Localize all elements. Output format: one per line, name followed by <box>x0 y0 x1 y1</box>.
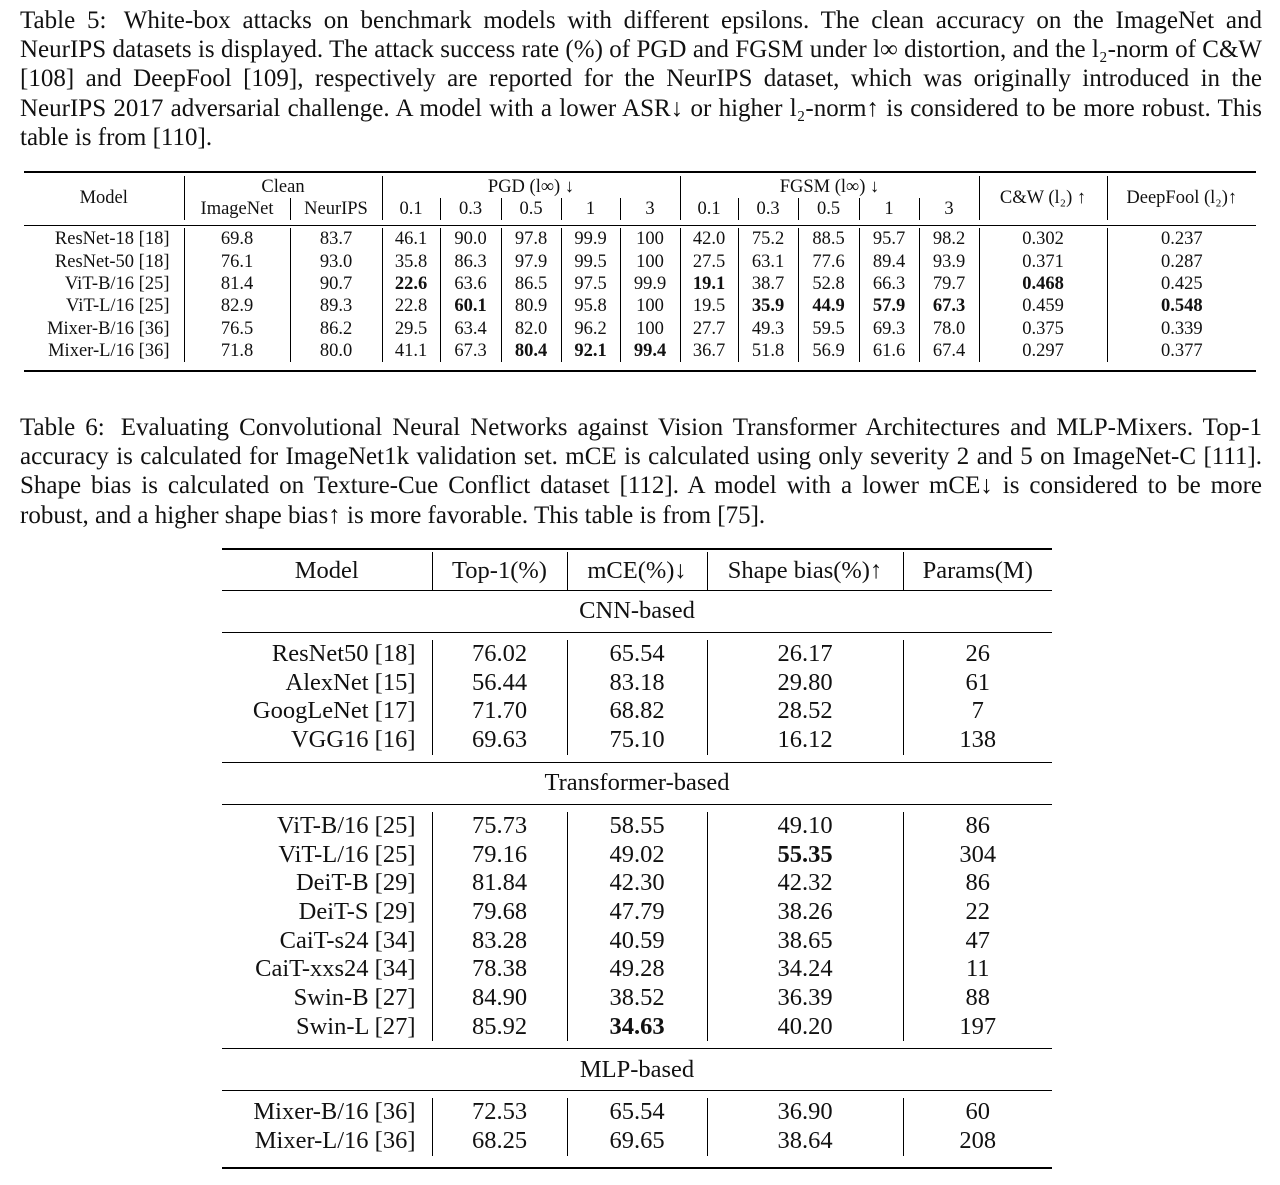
table5-cell-fgsm: 19.1 <box>680 273 738 295</box>
table5-cell-fgsm: 98.2 <box>919 228 979 250</box>
table5-cell-fgsm: 95.7 <box>859 228 919 250</box>
table5-cell-pgd: 80.4 <box>501 340 561 362</box>
table5-cell-cw: 0.459 <box>979 295 1107 317</box>
table6-group-row <box>222 591 1052 633</box>
table5-row <box>24 250 1256 272</box>
table5-cell-imagenet: 81.4 <box>184 273 290 295</box>
table5-header-pgd-eps: 1 <box>561 198 620 220</box>
table5-header-fgsm-eps: 0.3 <box>738 198 798 220</box>
table6-cell-shape: 42.32 <box>707 869 903 898</box>
table6-cell-model: Mixer-B/16 [36] <box>253 1098 416 1126</box>
table5-cell-fgsm: 36.7 <box>680 340 738 362</box>
table6-cell-mce: 47.79 <box>567 898 707 927</box>
table6-cell-mce: 40.59 <box>567 927 707 956</box>
table5-cell-pgd: 100 <box>620 250 680 272</box>
table5-cell-pgd: 63.4 <box>440 318 501 340</box>
table5-cell-fgsm: 75.2 <box>738 228 798 250</box>
table6-row <box>222 984 1052 1013</box>
table6-cell-shape: 36.39 <box>707 984 903 1013</box>
table5-cell-fgsm: 27.5 <box>680 250 738 272</box>
table6 <box>222 552 1052 1163</box>
table6-cell-shape: 55.35 <box>707 841 903 870</box>
table6-cell-shape: 26.17 <box>707 640 903 669</box>
table6-cell-mce: 65.54 <box>567 1098 707 1127</box>
table6-row <box>222 1127 1052 1156</box>
table5-cell-fgsm: 56.9 <box>798 340 859 362</box>
table5-header-pgd-eps: 0.5 <box>501 198 561 220</box>
table6-cell-shape: 38.26 <box>707 898 903 927</box>
table5-row <box>24 318 1256 340</box>
table5-cell-cw: 0.468 <box>979 273 1107 295</box>
table5-cell-model: Mixer-B/16 [36] <box>47 318 170 339</box>
table6-cell-model: CaiT-xxs24 [34] <box>255 955 416 983</box>
table5-cell-pgd: 60.1 <box>440 295 501 317</box>
table6-caption <box>20 413 1262 530</box>
table5-cell-deepfool: 0.237 <box>1107 228 1256 250</box>
table6-cell-top1: 72.53 <box>432 1098 567 1127</box>
table5-cell-fgsm: 57.9 <box>859 295 919 317</box>
table6-cell-shape: 34.24 <box>707 955 903 984</box>
table6-cell-model: ResNet50 [18] <box>271 640 416 667</box>
table5-cell-pgd: 80.9 <box>501 295 561 317</box>
table5-header-fgsm: FGSM (l∞) ↓ <box>680 176 979 198</box>
table6-cell-mce: 65.54 <box>567 640 707 669</box>
table5-cell-fgsm: 51.8 <box>738 340 798 362</box>
table6-cell-shape: 16.12 <box>707 726 903 755</box>
table5-row <box>24 295 1256 317</box>
table5-cell-fgsm: 35.9 <box>738 295 798 317</box>
table5-cell-pgd: 97.5 <box>561 273 620 295</box>
table6-cell-top1: 81.84 <box>432 869 567 898</box>
table6-cell-top1: 79.68 <box>432 898 567 927</box>
table5-cell-fgsm: 49.3 <box>738 318 798 340</box>
table6-caption-text: Evaluating Convolutional Neural Networks against Vision Transformer Architectures and MLP-Mixers. Top-1 accuracy is calculated for ImageNet1k validation set. mCE is calculated using only severity 2 and 5 on ImageNet-C [111]. Shape bias is calculated on Texture-Cue Conflict dataset [112]. A model with a lower mCE↓ is considered to be more robust, and a higher shape bias↑ is more favorable. This table is from [75]. <box>20 414 1263 529</box>
table5-cell-model: Mixer-L/16 [36] <box>48 341 170 362</box>
table6-top-rule <box>222 548 1052 550</box>
table5-cell-fgsm: 67.3 <box>919 295 979 317</box>
table5-caption-text: White-box attacks on benchmark models with different epsilons. The clean accuracy on the ImageNet and NeurIPS datasets is displayed. The attack success rate (%) of PGD and FGSM under l∞ distortion, and the l₂-norm of C&W [108] and DeepFool [109], respectively are reported for the NeurIPS dataset, which was originally introduced in the NeurIPS 2017 adversarial challenge. A model with a lower ASR↓ or higher l₂-norm↑ is considered to be more robust. This table is from [110]. <box>20 7 1263 151</box>
table6-cell-model: ViT-B/16 [25] <box>277 811 416 839</box>
table6-group-label: Transformer-based <box>222 762 1052 804</box>
table6-cell-top1: 85.92 <box>432 1013 567 1042</box>
table6-cell-model: VGG16 [16] <box>290 726 416 754</box>
table5-header-fgsm-eps: 0.5 <box>798 198 859 220</box>
table6-cell-params: 304 <box>903 841 1052 870</box>
table6-row <box>222 697 1052 726</box>
table6-cell-model: GoogLeNet [17] <box>252 697 416 725</box>
table5-cell-fgsm: 19.5 <box>680 295 738 317</box>
table6-cell-top1: 83.28 <box>432 927 567 956</box>
table6-cell-mce: 75.10 <box>567 726 707 755</box>
table5-cell-fgsm: 77.6 <box>798 250 859 272</box>
table5-cell-pgd: 97.9 <box>501 250 561 272</box>
table6-cell-params: 26 <box>903 640 1052 669</box>
table5-header-model: Model <box>79 188 128 208</box>
table5-cell-pgd: 96.2 <box>561 318 620 340</box>
table6-group-label: CNN-based <box>222 591 1052 633</box>
table5-cell-cw: 0.302 <box>979 228 1107 250</box>
table6-row <box>222 898 1052 927</box>
table5-cell-cw: 0.371 <box>979 250 1107 272</box>
table6-header-params: Params(M) <box>903 552 1052 591</box>
table5-cell-fgsm: 52.8 <box>798 273 859 295</box>
table5-cell-imagenet: 76.5 <box>184 318 290 340</box>
table6-cell-model: DeiT-S [29] <box>298 897 416 925</box>
table6-header-mce: mCE(%)↓ <box>567 552 707 591</box>
table6-cell-shape: 38.64 <box>707 1127 903 1156</box>
table5-header-fgsm-eps: 0.1 <box>680 198 738 220</box>
table6-cell-top1: 69.63 <box>432 726 567 755</box>
table6-cell-top1: 79.16 <box>432 841 567 870</box>
table5-cell-deepfool: 0.339 <box>1107 318 1256 340</box>
table6-cell-top1: 84.90 <box>432 984 567 1013</box>
table6-cell-model: Swin-L [27] <box>295 1012 416 1040</box>
table6-cell-mce: 49.28 <box>567 955 707 984</box>
table6-cell-top1: 68.25 <box>432 1127 567 1156</box>
table6-cell-params: 61 <box>903 669 1052 698</box>
table5-header-neurips: NeurIPS <box>290 198 382 220</box>
table6-header-model: Model <box>294 556 359 584</box>
table5-cell-cw: 0.375 <box>979 318 1107 340</box>
table6-cell-mce: 58.55 <box>567 812 707 841</box>
table6-row <box>222 669 1052 698</box>
table6-group-row <box>222 1049 1052 1091</box>
table5-cell-fgsm: 69.3 <box>859 318 919 340</box>
table6-cell-params: 88 <box>903 984 1052 1013</box>
table5-cell-fgsm: 59.5 <box>798 318 859 340</box>
table5-cell-deepfool: 0.287 <box>1107 250 1256 272</box>
table6-cell-model: AlexNet [15] <box>285 668 416 696</box>
table5-row <box>24 273 1256 295</box>
table5-caption-label: Table 5: <box>20 7 107 34</box>
table5-cell-pgd: 90.0 <box>440 228 501 250</box>
table6-cell-shape: 28.52 <box>707 697 903 726</box>
table5-cell-pgd: 22.6 <box>382 273 440 295</box>
table5-cell-fgsm: 67.4 <box>919 340 979 362</box>
table5-cell-model: ResNet-18 [18] <box>54 229 170 250</box>
table6-cell-mce: 69.65 <box>567 1127 707 1156</box>
table6-caption-label: Table 6: <box>20 414 105 441</box>
table6-group-label: MLP-based <box>222 1049 1052 1091</box>
table6-row <box>222 841 1052 870</box>
table5-cell-pgd: 46.1 <box>382 228 440 250</box>
table5-cell-pgd: 95.8 <box>561 295 620 317</box>
table6-cell-mce: 42.30 <box>567 869 707 898</box>
table5-cell-imagenet: 69.8 <box>184 228 290 250</box>
table5-header-pgd: PGD (l∞) ↓ <box>382 176 680 198</box>
table5-cell-deepfool: 0.425 <box>1107 273 1256 295</box>
table6-row <box>222 955 1052 984</box>
table5-cell-cw: 0.297 <box>979 340 1107 362</box>
table6-cell-params: 47 <box>903 927 1052 956</box>
table6-row <box>222 1013 1052 1042</box>
table6-cell-shape: 40.20 <box>707 1013 903 1042</box>
table5-cell-fgsm: 44.9 <box>798 295 859 317</box>
table5-cell-pgd: 99.5 <box>561 250 620 272</box>
table5 <box>24 176 1256 362</box>
table6-cell-params: 22 <box>903 898 1052 927</box>
table5-cell-fgsm: 42.0 <box>680 228 738 250</box>
table6-cell-params: 86 <box>903 869 1052 898</box>
table5-cell-pgd: 99.9 <box>620 273 680 295</box>
table5-header-pgd-eps: 3 <box>620 198 680 220</box>
table5-cell-model: ViT-B/16 [25] <box>64 273 170 294</box>
table5-cell-imagenet: 71.8 <box>184 340 290 362</box>
table5-cell-pgd: 35.8 <box>382 250 440 272</box>
table5-cell-pgd: 97.8 <box>501 228 561 250</box>
table5-cell-neurips: 93.0 <box>290 250 382 272</box>
table5-cell-pgd: 99.4 <box>620 340 680 362</box>
table5-header-fgsm-eps: 1 <box>859 198 919 220</box>
table6-cell-mce: 83.18 <box>567 669 707 698</box>
table5-cell-pgd: 100 <box>620 228 680 250</box>
table5-cell-pgd: 22.8 <box>382 295 440 317</box>
table5-header-pgd-eps: 0.1 <box>382 198 440 220</box>
table6-cell-shape: 38.65 <box>707 927 903 956</box>
table5-cell-neurips: 80.0 <box>290 340 382 362</box>
table5-header-cw: C&W (l₂) ↑ <box>979 176 1107 220</box>
table6-cell-params: 208 <box>903 1127 1052 1156</box>
table6-cell-mce: 34.63 <box>567 1013 707 1042</box>
table5-cell-pgd: 82.0 <box>501 318 561 340</box>
table6-cell-shape: 36.90 <box>707 1098 903 1127</box>
table5-cell-pgd: 99.9 <box>561 228 620 250</box>
table5-header-clean: Clean <box>184 176 382 198</box>
table5-top-rule <box>24 171 1256 173</box>
table5-cell-fgsm: 27.7 <box>680 318 738 340</box>
table5-cell-neurips: 89.3 <box>290 295 382 317</box>
table6-row <box>222 812 1052 841</box>
table6-cell-model: ViT-L/16 [25] <box>278 840 416 868</box>
table6-group-row <box>222 762 1052 804</box>
table6-cell-params: 60 <box>903 1098 1052 1127</box>
table6-header-shape-bias: Shape bias(%)↑ <box>707 552 903 591</box>
table6-cell-params: 138 <box>903 726 1052 755</box>
table6-cell-top1: 75.73 <box>432 812 567 841</box>
table5-cell-pgd: 63.6 <box>440 273 501 295</box>
table5-cell-fgsm: 79.7 <box>919 273 979 295</box>
table6-cell-top1: 76.02 <box>432 640 567 669</box>
table5-cell-pgd: 67.3 <box>440 340 501 362</box>
table6-bottom-rule <box>222 1167 1052 1169</box>
table6-row <box>222 1098 1052 1127</box>
table5-cell-fgsm: 61.6 <box>859 340 919 362</box>
table5-header-imagenet: ImageNet <box>184 198 290 220</box>
table5-cell-pgd: 86.5 <box>501 273 561 295</box>
table6-row <box>222 640 1052 669</box>
table6-cell-mce: 38.52 <box>567 984 707 1013</box>
table5-cell-imagenet: 76.1 <box>184 250 290 272</box>
table5-cell-deepfool: 0.548 <box>1107 295 1256 317</box>
table5-cell-model: ViT-L/16 [25] <box>65 296 170 317</box>
table5-cell-fgsm: 93.9 <box>919 250 979 272</box>
table6-cell-top1: 78.38 <box>432 955 567 984</box>
table6-cell-params: 11 <box>903 955 1052 984</box>
table6-cell-model: CaiT-s24 [34] <box>279 926 416 954</box>
table5-cell-fgsm: 63.1 <box>738 250 798 272</box>
table5-cell-pgd: 100 <box>620 295 680 317</box>
table6-cell-top1: 56.44 <box>432 669 567 698</box>
table5-cell-fgsm: 88.5 <box>798 228 859 250</box>
table5-header-fgsm-eps: 3 <box>919 198 979 220</box>
table6-cell-top1: 71.70 <box>432 697 567 726</box>
table6-header-top1: Top-1(%) <box>432 552 567 591</box>
table5-cell-fgsm: 66.3 <box>859 273 919 295</box>
table6-cell-params: 86 <box>903 812 1052 841</box>
table6-cell-params: 197 <box>903 1013 1052 1042</box>
table5-cell-neurips: 90.7 <box>290 273 382 295</box>
table5-cell-fgsm: 89.4 <box>859 250 919 272</box>
table6-cell-shape: 29.80 <box>707 669 903 698</box>
table5-header-deepfool: DeepFool (l₂)↑ <box>1107 176 1256 220</box>
table6-cell-shape: 49.10 <box>707 812 903 841</box>
table5-bottom-rule <box>24 370 1256 372</box>
table6-cell-mce: 68.82 <box>567 697 707 726</box>
table5-header-pgd-eps: 0.3 <box>440 198 501 220</box>
table5-cell-fgsm: 38.7 <box>738 273 798 295</box>
table6-cell-params: 7 <box>903 697 1052 726</box>
table6-row <box>222 726 1052 755</box>
table5-row <box>24 340 1256 362</box>
table5-cell-fgsm: 78.0 <box>919 318 979 340</box>
table5-cell-model: ResNet-50 [18] <box>54 251 170 272</box>
table5-cell-deepfool: 0.377 <box>1107 340 1256 362</box>
table6-cell-mce: 49.02 <box>567 841 707 870</box>
table5-row <box>24 228 1256 250</box>
table5-cell-pgd: 29.5 <box>382 318 440 340</box>
table5-cell-pgd: 92.1 <box>561 340 620 362</box>
table6-cell-model: Mixer-L/16 [36] <box>254 1127 416 1155</box>
table5-cell-pgd: 100 <box>620 318 680 340</box>
table5-cell-pgd: 86.3 <box>440 250 501 272</box>
table5-cell-pgd: 41.1 <box>382 340 440 362</box>
table5-caption <box>20 6 1262 152</box>
table5-cell-neurips: 83.7 <box>290 228 382 250</box>
table6-cell-model: DeiT-B [29] <box>295 869 416 897</box>
table5-cell-imagenet: 82.9 <box>184 295 290 317</box>
table6-row <box>222 927 1052 956</box>
table6-row <box>222 869 1052 898</box>
table5-cell-neurips: 86.2 <box>290 318 382 340</box>
table6-cell-model: Swin-B [27] <box>293 984 416 1012</box>
